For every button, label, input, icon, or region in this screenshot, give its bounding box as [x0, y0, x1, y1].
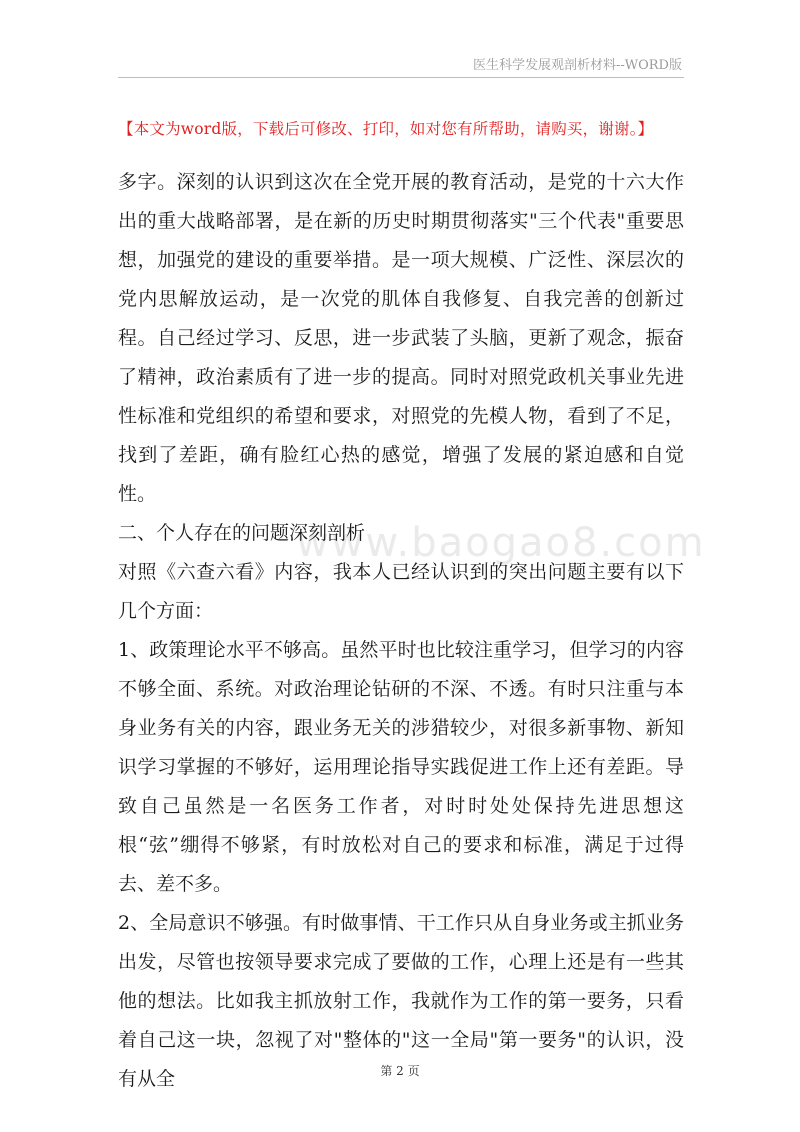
- page-number: 第 2 页: [380, 1064, 420, 1078]
- paragraph-intro: 多字。深刻的认识到这次在全党开展的教育活动，是党的十六大作出的重大战略部署，是在新的历史时期贯彻落实"三个代表"重要思想，加强党的建设的重要举措。是一项大规模、广泛性、深层次的党内思解放运动，是一次党的肌体自我修复、自我完善的创新过程。自己经过学习、反思，进一步武装了头脑，更新了观念，振奋了精神，政治素质有了进一步的提高。同时对照党政机关事业先进性标准和党组织的希望和要求，对照党的先模人物，看到了不足，找到了差距，确有脸红心热的感觉，增强了发展的紧迫感和自觉性。: [118, 171, 684, 505]
- purchase-notice: 【本文为word版，下载后可修改、打印，如对您有所帮助，请购买，谢谢。】: [118, 120, 654, 138]
- paragraph-item-1: 1、政策理论水平不够高。虽然平时也比较注重学习，但学习的内容不够全面、系统。对政治理论钻研的不深、不透。有时只注重与本身业务有关的内容，跟业务无关的涉猎较少，对很多新事物、新知识学习掌握的不够好，运用理论指导实践促进工作上还有差距。导致自己虽然是一名医务工作者，对时时处处保持先进思想这根“弦”绷得不够紧，有时放松对自己的要求和标准，满足于过得去、差不多。: [118, 639, 684, 895]
- document-header-title: 医生科学发展观剖析材料--WORD版: [472, 58, 682, 73]
- document-body: [118, 163, 684, 1099]
- paragraph-overview: 对照《六查六看》内容，我本人已经认识到的突出问题主要有以下几个方面：: [118, 561, 684, 622]
- watermark: www.baogao8.com: [296, 520, 706, 566]
- section-heading: 二、个人存在的问题深刻剖析: [118, 522, 366, 544]
- paragraph-item-2: 2、全局意识不够强。有时做事情、干工作只从自身业务或主抓业务出发，尽管也按领导要求完成了要做的工作，心理上还是有一些其他的想法。比如我主抓放射工作，我就作为工作的第一要务，只看着自己这一块，忽视了对"整体的"这一全局"第一要务"的认识，没有从全: [118, 912, 684, 1090]
- header-divider: [118, 77, 684, 78]
